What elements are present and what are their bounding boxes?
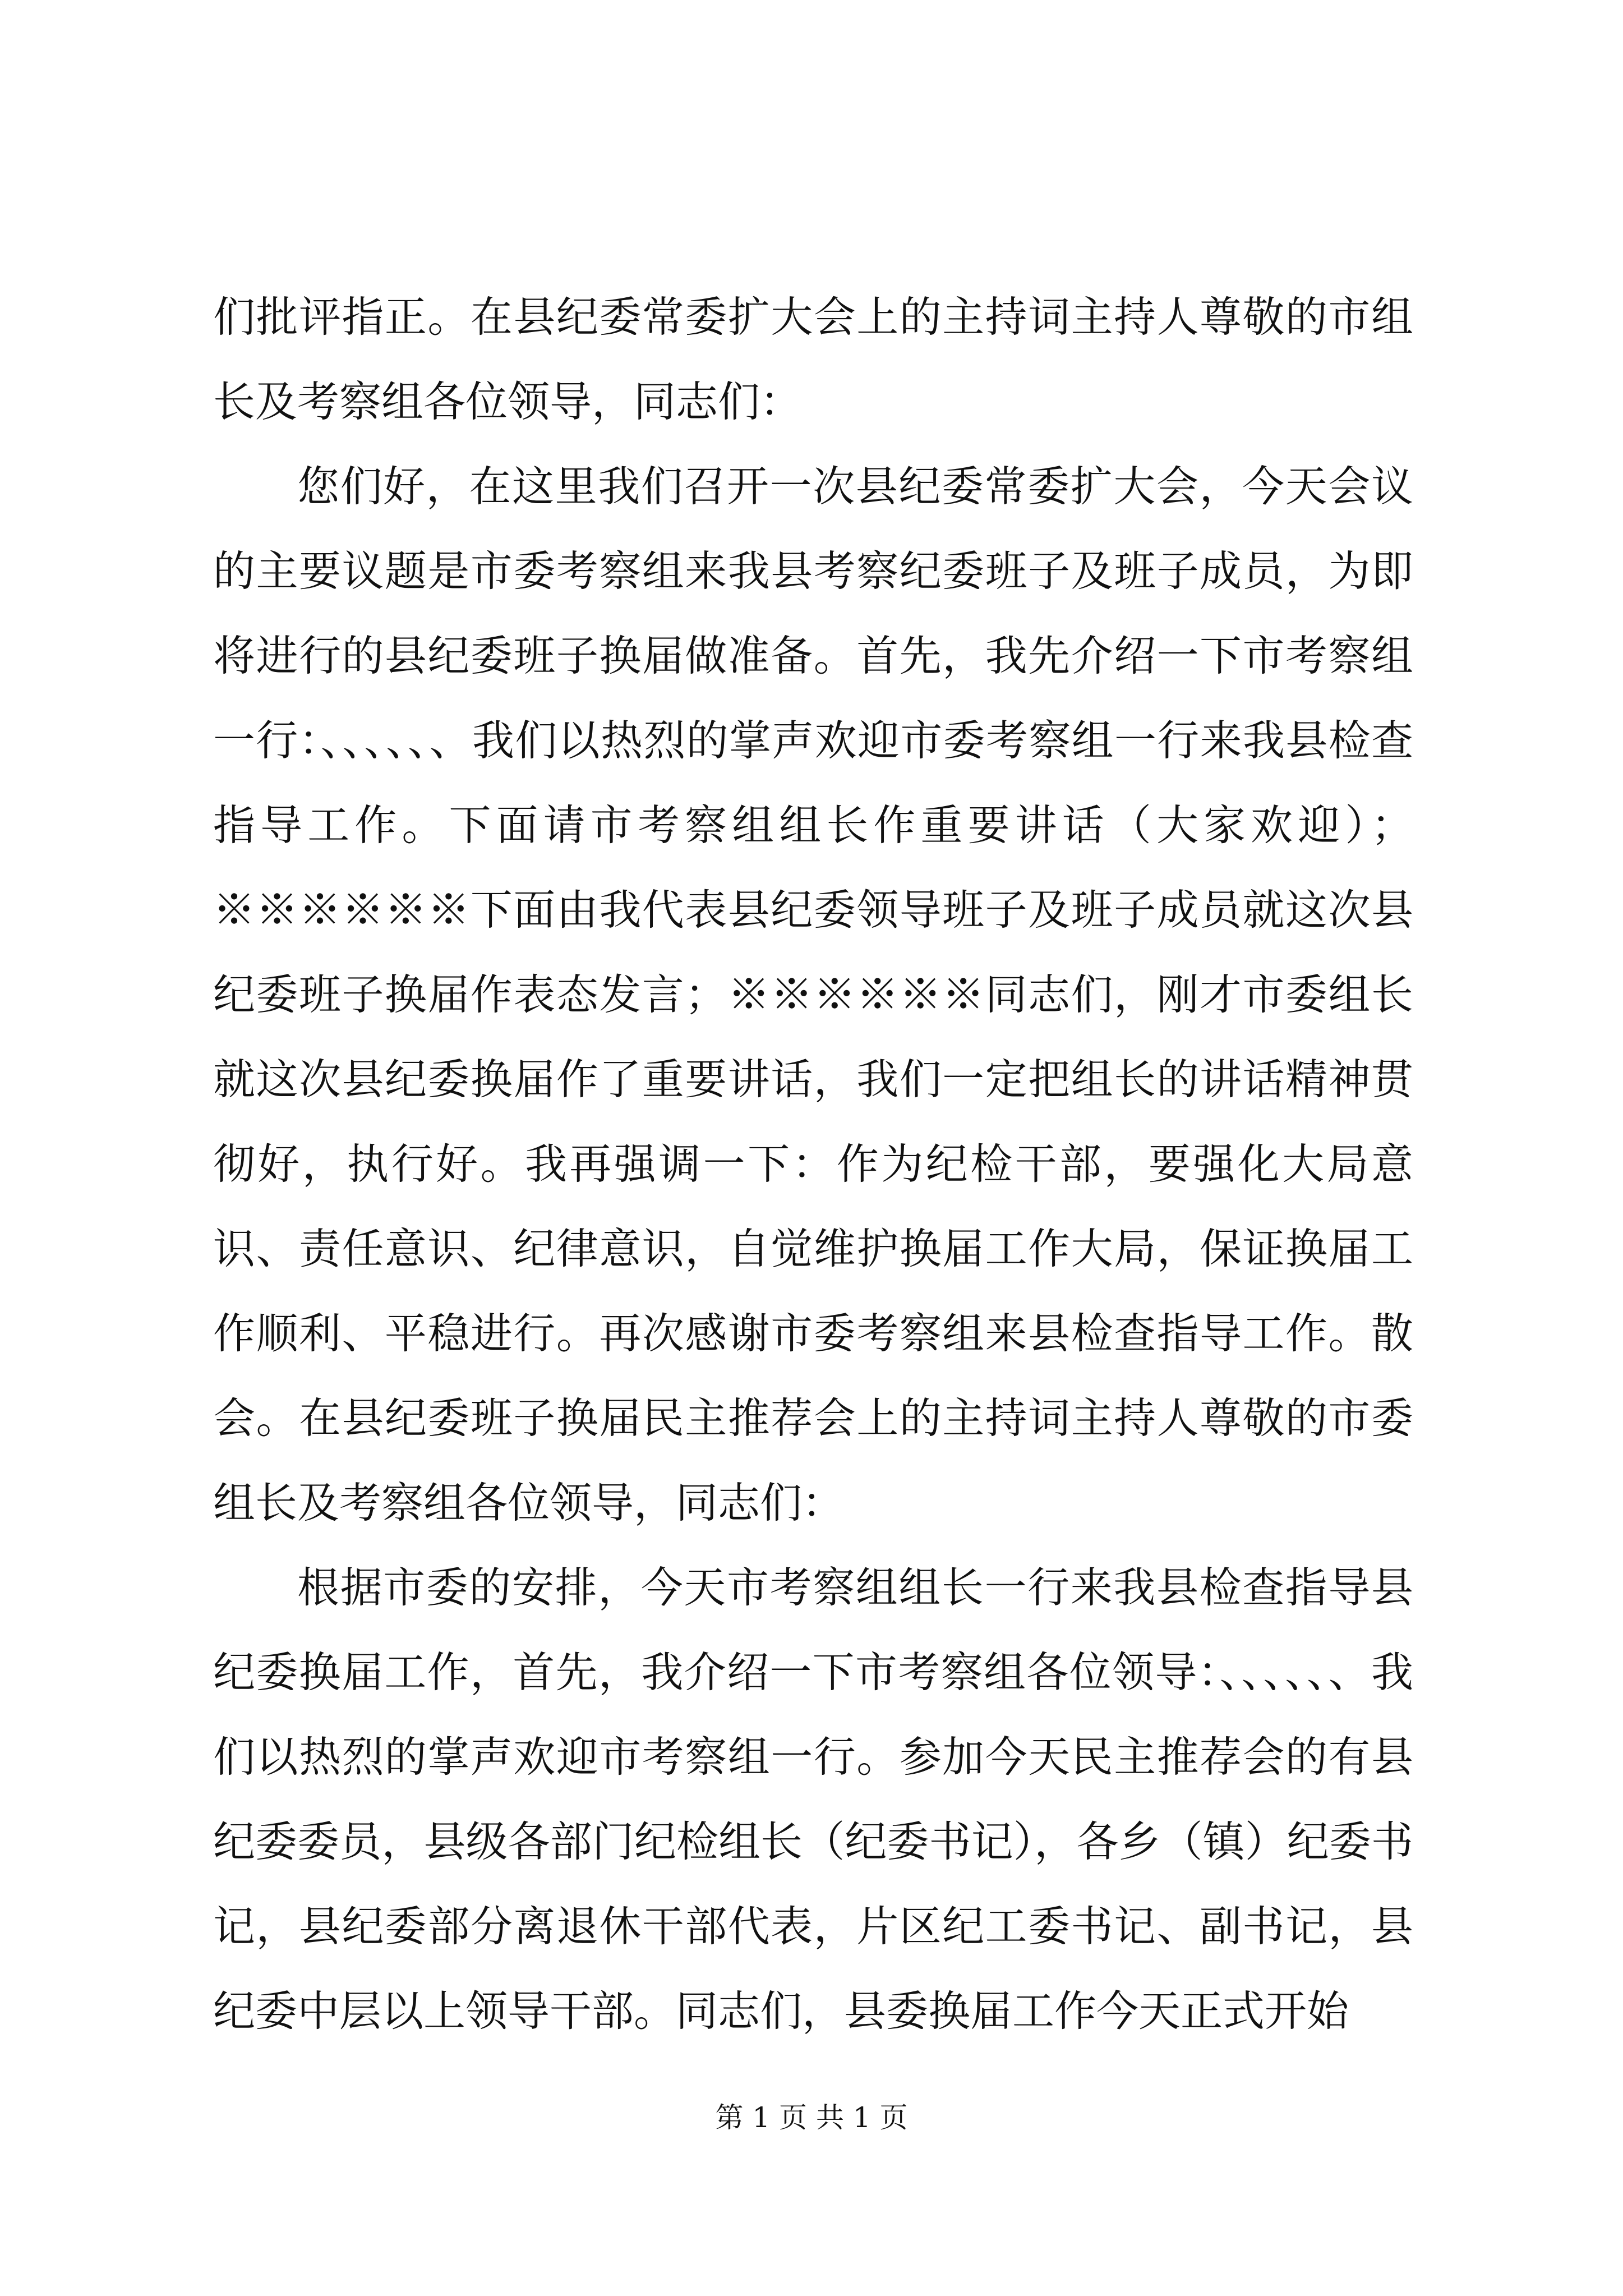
paragraph-2: 您们好，在这里我们召开一次县纪委常委扩大会，今天会议的主要议题是市委考察组来我县考察纪委班子及班子成员，为即将进行的县纪委班子换届做准备。首先，我先介绍一下市考察组一行：、、、、、、我们以热烈的掌声欢迎市委考察组一行来我县检查指导工作。下面请市考察组组长作重要讲话（大家欢迎）；※※※※※※下面由我代表县纪委领导班子及班子成员就这次县纪委班子换届作表态发言；※※※※※※同志们，刚才市委组长就这次县纪委换届作了重要讲话，我们一定把组长的讲话精神贯彻好，执行好。我再强调一下：作为纪检干部，要强化大局意识、责任意识、纪律意识，自觉维护换届工作大局，保证换届工作顺利、平稳进行。再次感谢市委考察组来县检查指导工作。散会。在县纪委班子换届民主推荐会上的主持词主持人尊敬的市委组长及考察组各位领导，同志们： bbox=[213, 462, 1413, 1527]
document-body bbox=[213, 275, 1413, 2054]
paragraph-1: 们批评指正。在县纪委常委扩大会上的主持词主持人尊敬的市组长及考察组各位领导，同志们： bbox=[213, 292, 1413, 426]
page-footer: 第 1 页 共 1 页 bbox=[715, 2101, 908, 2134]
paragraph-3: 根据市委的安排，今天市考察组组长一行来我县检查指导县纪委换届工作，首先，我介绍一下市考察组各位领导：、、、、、、我们以热烈的掌声欢迎市考察组一行。参加今天民主推荐会的有县纪委委员，县级各部门纪检组长（纪委书记），各乡（镇）纪委书记，县纪委部分离退休干部代表，片区纪工委书记、副书记，县纪委中层以上领导干部。同志们，县委换届工作今天正式开始 bbox=[213, 1563, 1413, 2036]
